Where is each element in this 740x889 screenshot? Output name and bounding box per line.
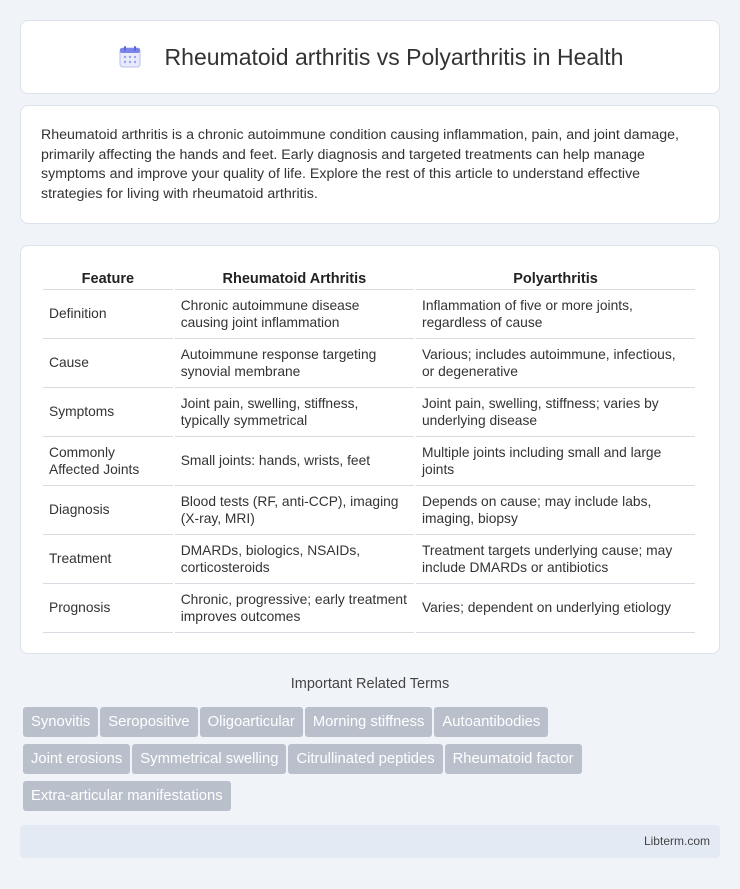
term-tag[interactable]: Extra-articular manifestations <box>23 781 231 811</box>
table-header-row <box>43 266 695 290</box>
comparison-table <box>41 266 697 633</box>
term-tag[interactable]: Citrullinated peptides <box>288 744 442 774</box>
intro-card <box>20 105 720 224</box>
table-row <box>43 486 695 535</box>
related-terms-list <box>23 707 723 818</box>
intro-text: Rheumatoid arthritis is a chronic autoimmune condition causing inflammation, pain, and joint damage, primarily affecting the hands and feet. Early diagnosis and targeted treatments can help manage symptoms and improve your quality of life. Explore the rest of this article to understand effective strategies for living with rheumatoid arthritis. <box>41 127 679 202</box>
ra-cell: DMARDs, biologics, NSAIDs, corticosteroids <box>175 535 414 584</box>
table-row <box>43 535 695 584</box>
pa-cell: Varies; dependent on underlying etiology <box>416 584 695 633</box>
term-tag[interactable]: Oligoarticular <box>200 707 303 737</box>
page-title: Rheumatoid arthritis vs Polyarthritis in Health <box>164 43 624 70</box>
feature-cell: Prognosis <box>43 584 173 633</box>
ra-cell: Chronic, progressive; early treatment improves outcomes <box>175 584 414 633</box>
feature-cell: Definition <box>43 290 173 339</box>
table-row <box>43 388 695 437</box>
footer <box>20 825 720 858</box>
term-tag[interactable]: Seropositive <box>100 707 197 737</box>
pa-cell: Depends on cause; may include labs, imaging, biopsy <box>416 486 695 535</box>
term-tag[interactable]: Symmetrical swelling <box>132 744 286 774</box>
pa-cell: Joint pain, swelling, stiffness; varies by underlying disease <box>416 388 695 437</box>
term-tag[interactable]: Synovitis <box>23 707 98 737</box>
feature-cell: Diagnosis <box>43 486 173 535</box>
ra-cell: Blood tests (RF, anti-CCP), imaging (X-ray, MRI) <box>175 486 414 535</box>
ra-cell: Joint pain, swelling, stiffness, typically symmetrical <box>175 388 414 437</box>
term-tag[interactable]: Rheumatoid factor <box>445 744 582 774</box>
header-polyarthritis: Polyarthritis <box>416 266 695 290</box>
term-tag[interactable]: Morning stiffness <box>305 707 433 737</box>
feature-cell: Symptoms <box>43 388 173 437</box>
table-row <box>43 437 695 486</box>
ra-cell: Chronic autoimmune disease causing joint inflammation <box>175 290 414 339</box>
pa-cell: Various; includes autoimmune, infectious, or degenerative <box>416 339 695 388</box>
ra-cell: Small joints: hands, wrists, feet <box>175 437 414 486</box>
table-row <box>43 584 695 633</box>
term-tag[interactable]: Joint erosions <box>23 744 130 774</box>
comparison-card <box>20 245 720 654</box>
table-row <box>43 290 695 339</box>
title-card <box>20 20 720 94</box>
pa-cell: Multiple joints including small and large joints <box>416 437 695 486</box>
feature-cell: Treatment <box>43 535 173 584</box>
related-terms-title: Important Related Terms <box>290 676 450 692</box>
pa-cell: Treatment targets underlying cause; may include DMARDs or antibiotics <box>416 535 695 584</box>
ra-cell: Autoimmune response targeting synovial membrane <box>175 339 414 388</box>
term-tag[interactable]: Autoantibodies <box>434 707 548 737</box>
header-rheumatoid-arthritis: Rheumatoid Arthritis <box>175 266 414 290</box>
feature-cell: Commonly Affected Joints <box>43 437 173 486</box>
table-row <box>43 339 695 388</box>
pa-cell: Inflammation of five or more joints, regardless of cause <box>416 290 695 339</box>
header-feature: Feature <box>43 266 173 290</box>
footer-site-link[interactable]: Libterm.com <box>643 834 710 848</box>
feature-cell: Cause <box>43 339 173 388</box>
calendar-icon <box>117 44 143 70</box>
